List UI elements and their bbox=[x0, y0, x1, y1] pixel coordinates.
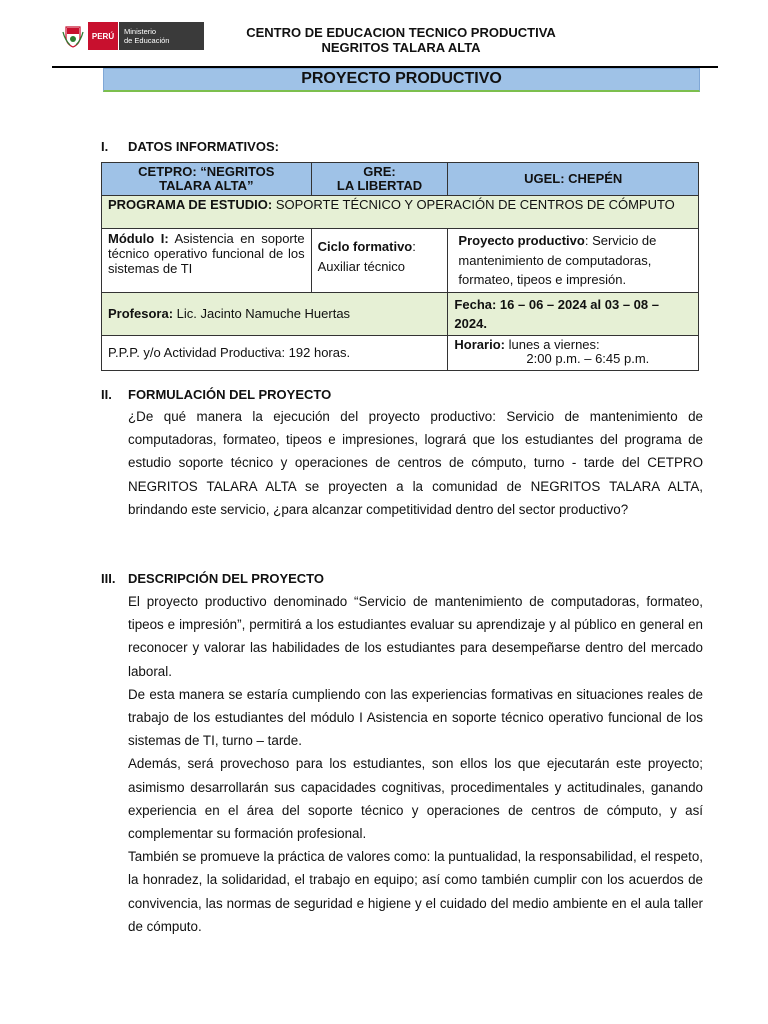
section-2-heading bbox=[101, 387, 331, 402]
horario-label: Horario: bbox=[454, 336, 505, 352]
ministry-logo bbox=[58, 22, 204, 50]
gre-line2: LA LIBERTAD bbox=[336, 178, 423, 193]
description-paragraph: De esta manera se estaría cumpliendo con las experiencias formativas en situaciones reales de trabajo de los estudiantes del módulo I Asistencia en soporte técnico operativo funcional de los sistemas de TI, turno – tarde. bbox=[128, 686, 703, 749]
proyecto-label: Proyecto productivo bbox=[458, 233, 585, 248]
profesora-label: Profesora: bbox=[108, 306, 174, 321]
table-row bbox=[102, 229, 699, 293]
description-paragraph: Además, será provechoso para los estudiantes, son ellos los que ejecutarán este proyecto; asimismo desarrollarán sus capacidades cognitivas, procedimentales y actitudinales, ganando experiencia en el área del soporte técnico y operaciones de centros de cómputo, y así complementar su formación profesional. bbox=[128, 756, 703, 842]
informative-data-table bbox=[101, 162, 699, 371]
profesora-cell bbox=[102, 292, 448, 335]
cetpro-cell bbox=[102, 163, 312, 196]
gre-line1: GRE: bbox=[363, 164, 396, 179]
description-text bbox=[128, 590, 703, 938]
modulo-value: Asistencia en soporte técnico operativo funcional de los sistemas de TI bbox=[108, 231, 305, 276]
profesora-value: Lic. Jacinto Namuche Huertas bbox=[173, 306, 351, 321]
institution-title-line1: CENTRO DE EDUCACION TECNICO PRODUCTIVA bbox=[246, 25, 556, 40]
table-row bbox=[102, 163, 699, 196]
programa-label: PROGRAMA DE ESTUDIO: bbox=[108, 197, 273, 212]
section-1-title: DATOS INFORMATIVOS: bbox=[128, 139, 279, 154]
institution-title bbox=[215, 26, 587, 55]
programa-value: SOPORTE TÉCNICO Y OPERACIÓN DE CENTROS DE CÓMPUTO bbox=[272, 197, 675, 212]
document-banner: PROYECTO PRODUCTIVO bbox=[103, 68, 700, 92]
proyecto-value: : Servicio de mantenimiento de computadoras, formateo, tipeos e impresión. bbox=[458, 233, 657, 287]
logo-ministry-line2: de Educación bbox=[124, 36, 170, 45]
logo-ministry-line1: Ministerio bbox=[124, 27, 157, 36]
horario-cell bbox=[448, 335, 699, 370]
institution-title-line2: NEGRITOS TALARA ALTA bbox=[321, 39, 481, 55]
section-2-title: FORMULACIÓN DEL PROYECTO bbox=[128, 387, 332, 402]
section-1-heading bbox=[101, 139, 279, 154]
section-3-number: III. bbox=[101, 571, 116, 586]
ciclo-label: Ciclo formativo bbox=[317, 239, 413, 254]
proyecto-cell bbox=[448, 229, 699, 293]
horario-line1: lunes a viernes: bbox=[504, 336, 600, 352]
formulation-paragraph: ¿De qué manera la ejecución del proyecto productivo: Servicio de mantenimiento de computadoras, formateo, tipeos e impresiones, logrará que los estudiantes del programa de estudio soporte técnico y operaciones de centros de cómputo, turno - tarde del CETPRO NEGRITOS TALARA ALTA se proyecten a la comunidad de NEGRITOS TALARA ALTA, brindando este servicio, ¿para alcanzar competitividad dentro del sector productivo? bbox=[128, 409, 703, 517]
section-3-heading bbox=[101, 571, 324, 586]
ciclo-cell bbox=[311, 229, 448, 293]
section-1-number: I. bbox=[101, 139, 109, 154]
gre-cell bbox=[311, 163, 448, 196]
ciclo-colon: : bbox=[412, 239, 416, 254]
programa-cell bbox=[102, 196, 699, 229]
modulo-cell bbox=[102, 229, 312, 293]
formulation-text bbox=[128, 405, 703, 521]
ciclo-value: Auxiliar técnico bbox=[317, 259, 406, 274]
description-paragraph: También se promueve la práctica de valores como: la puntualidad, la responsabilidad, el respeto, la honradez, la solidaridad, el trabajo en equipo; así como también cumplir con los acuerdos de convivencia, las normas de seguridad e higiene y el cuidado del medio ambiente en el aula taller de cómputo. bbox=[128, 849, 703, 934]
section-3-title: DESCRIPCIÓN DEL PROYECTO bbox=[128, 571, 324, 586]
logo-ministry-label bbox=[118, 22, 204, 50]
logo-country-label: PERÚ bbox=[88, 22, 118, 50]
description-paragraph: El proyecto productivo denominado “Servicio de mantenimiento de computadoras, formateo, tipeos e impresión”, permitirá a los estudiantes evaluar su aprendizaje y al público en general en reconocer y valorar las habilidades de los estudiantes para desempeñarse dentro del mercado laboral. bbox=[128, 594, 703, 679]
section-2-number: II. bbox=[101, 387, 112, 402]
coat-of-arms-icon bbox=[58, 22, 88, 50]
ugel-cell: UGEL: CHEPÉN bbox=[448, 163, 699, 196]
cetpro-line2: TALARA ALTA” bbox=[159, 178, 254, 193]
fecha-cell: Fecha: 16 – 06 – 2024 al 03 – 08 – 2024. bbox=[448, 292, 699, 335]
table-row bbox=[102, 335, 699, 370]
horario-line2: 2:00 p.m. – 6:45 p.m. bbox=[526, 350, 650, 366]
table-row bbox=[102, 196, 699, 229]
cetpro-line1: CETPRO: “NEGRITOS bbox=[138, 164, 275, 179]
modulo-label: Módulo I: bbox=[108, 231, 169, 246]
ppp-cell: P.P.P. y/o Actividad Productiva: 192 horas. bbox=[102, 335, 448, 370]
table-row bbox=[102, 292, 699, 335]
